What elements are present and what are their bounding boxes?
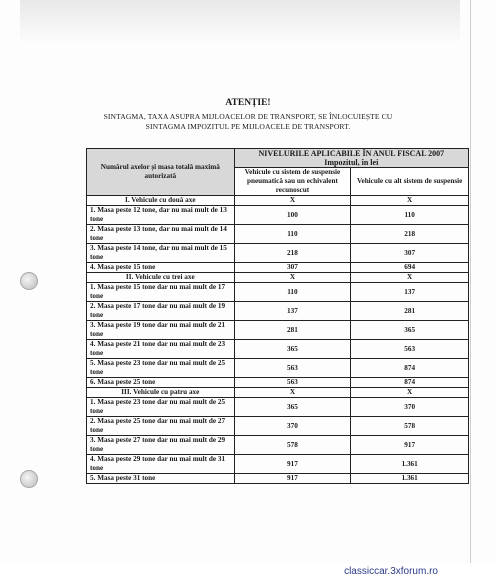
table-row <box>87 474 469 484</box>
notice-line-1: SINTAGMA, TAXA ASUPRA MIJLOACELOR DE TRANSPORT, SE ÎNLOCUIEȘTE CU <box>103 112 393 121</box>
watermark-strip <box>0 563 496 581</box>
section-row <box>87 196 469 206</box>
cell-pneumatic: 563 <box>234 378 351 388</box>
cell-other: 365 <box>351 321 469 340</box>
cell-other: 137 <box>351 283 469 302</box>
tax-table <box>86 148 469 484</box>
table-row <box>87 263 469 273</box>
row-label: 3. Masa peste 27 tone dar nu mai mult de 29 tone <box>87 436 235 455</box>
row-label: 2. Masa peste 13 tone, dar nu mai mult de 14 tone <box>87 225 235 244</box>
cell-other: 370 <box>351 398 469 417</box>
tax-table-body <box>87 196 469 484</box>
cell-pneumatic: 917 <box>234 474 351 484</box>
row-label: III. Vehicule cu patru axe <box>87 388 235 398</box>
header-unit: Impozitul, în lei <box>324 158 379 167</box>
table-row <box>87 302 469 321</box>
header-other-suspension: Vehicule cu alt sistem de suspensie <box>351 168 469 196</box>
cell-other: 1.361 <box>351 455 469 474</box>
table-row <box>87 244 469 263</box>
table-row <box>87 283 469 302</box>
cell-pneumatic: 307 <box>234 263 351 273</box>
cell-other: X <box>351 196 469 206</box>
cell-pneumatic: 137 <box>234 302 351 321</box>
cell-pneumatic: X <box>234 273 351 283</box>
notice-line-2: SINTAGMA IMPOZITUL PE MIJLOACELE DE TRANSPORT. <box>145 122 351 131</box>
cell-pneumatic: X <box>234 196 351 206</box>
cell-pneumatic: 110 <box>234 283 351 302</box>
cell-pneumatic: 370 <box>234 417 351 436</box>
row-label: II. Vehicule cu trei axe <box>87 273 235 283</box>
cell-pneumatic: 917 <box>234 455 351 474</box>
cell-pneumatic: X <box>234 388 351 398</box>
cell-other: 563 <box>351 340 469 359</box>
header-pneumatic: Vehicule cu sistem de suspensie pneumatică sau un echivalent recunoscut <box>234 168 351 196</box>
row-label: 2. Masa peste 17 tone dar nu mai mult de 19 tone <box>87 302 235 321</box>
row-label: 3. Masa peste 19 tone dar nu mai mult de 21 tone <box>87 321 235 340</box>
cell-other: 578 <box>351 417 469 436</box>
header-fiscal-year <box>234 149 468 168</box>
cell-pneumatic: 281 <box>234 321 351 340</box>
row-label: 1. Masa peste 23 tone dar nu mai mult de 25 tone <box>87 398 235 417</box>
table-row <box>87 359 469 378</box>
table-row <box>87 417 469 436</box>
row-label: 6. Masa peste 25 tone <box>87 378 235 388</box>
table-row <box>87 340 469 359</box>
scan-smudge <box>20 0 460 45</box>
section-row <box>87 388 469 398</box>
cell-pneumatic: 563 <box>234 359 351 378</box>
row-label: 2. Masa peste 25 tone dar nu mai mult de 27 tone <box>87 417 235 436</box>
cell-other: 917 <box>351 436 469 455</box>
cell-pneumatic: 365 <box>234 340 351 359</box>
cell-other: X <box>351 388 469 398</box>
cell-other: 307 <box>351 244 469 263</box>
cell-other: 110 <box>351 206 469 225</box>
cell-other: 1.361 <box>351 474 469 484</box>
table-row <box>87 436 469 455</box>
notice-title: ATENȚIE! <box>225 98 271 108</box>
table-row <box>87 225 469 244</box>
cell-pneumatic: 365 <box>234 398 351 417</box>
watermark-text: classiccar.3xforum.ro <box>344 566 438 577</box>
row-label: I. Vehicule cu două axe <box>87 196 235 206</box>
table-row <box>87 378 469 388</box>
cell-other: X <box>351 273 469 283</box>
table-row <box>87 398 469 417</box>
row-label: 1. Masa peste 12 tone, dar nu mai mult de 13 tone <box>87 206 235 225</box>
table-row <box>87 455 469 474</box>
cell-pneumatic: 578 <box>234 436 351 455</box>
cell-pneumatic: 100 <box>234 206 351 225</box>
row-label: 4. Masa peste 29 tone dar nu mai mult de 31 tone <box>87 455 235 474</box>
row-label: 1. Masa peste 15 tone dar nu mai mult de 17 tone <box>87 283 235 302</box>
cell-other: 874 <box>351 378 469 388</box>
table-row <box>87 321 469 340</box>
header-axles-mass: Numărul axelor și masa totală maximă autorizată <box>87 149 235 196</box>
cell-pneumatic: 218 <box>234 244 351 263</box>
cell-other: 281 <box>351 302 469 321</box>
cell-other: 874 <box>351 359 469 378</box>
row-label: 4. Masa peste 15 tone <box>87 263 235 273</box>
row-label: 4. Masa peste 21 tone dar nu mai mult de 23 tone <box>87 340 235 359</box>
punch-hole-bottom <box>20 470 38 488</box>
cell-other: 694 <box>351 263 469 273</box>
punch-hole-top <box>20 272 38 290</box>
section-row <box>87 273 469 283</box>
row-label: 3. Masa peste 14 tone, dar nu mai mult de 15 tone <box>87 244 235 263</box>
page-edge <box>470 0 471 575</box>
header-fiscal-year-title: NIVELURILE APLICABILE ÎN ANUL FISCAL 2007 <box>258 149 445 158</box>
cell-pneumatic: 110 <box>234 225 351 244</box>
row-label: 5. Masa peste 23 tone dar nu mai mult de 25 tone <box>87 359 235 378</box>
row-label: 5. Masa peste 31 tone <box>87 474 235 484</box>
cell-other: 218 <box>351 225 469 244</box>
table-row <box>87 206 469 225</box>
